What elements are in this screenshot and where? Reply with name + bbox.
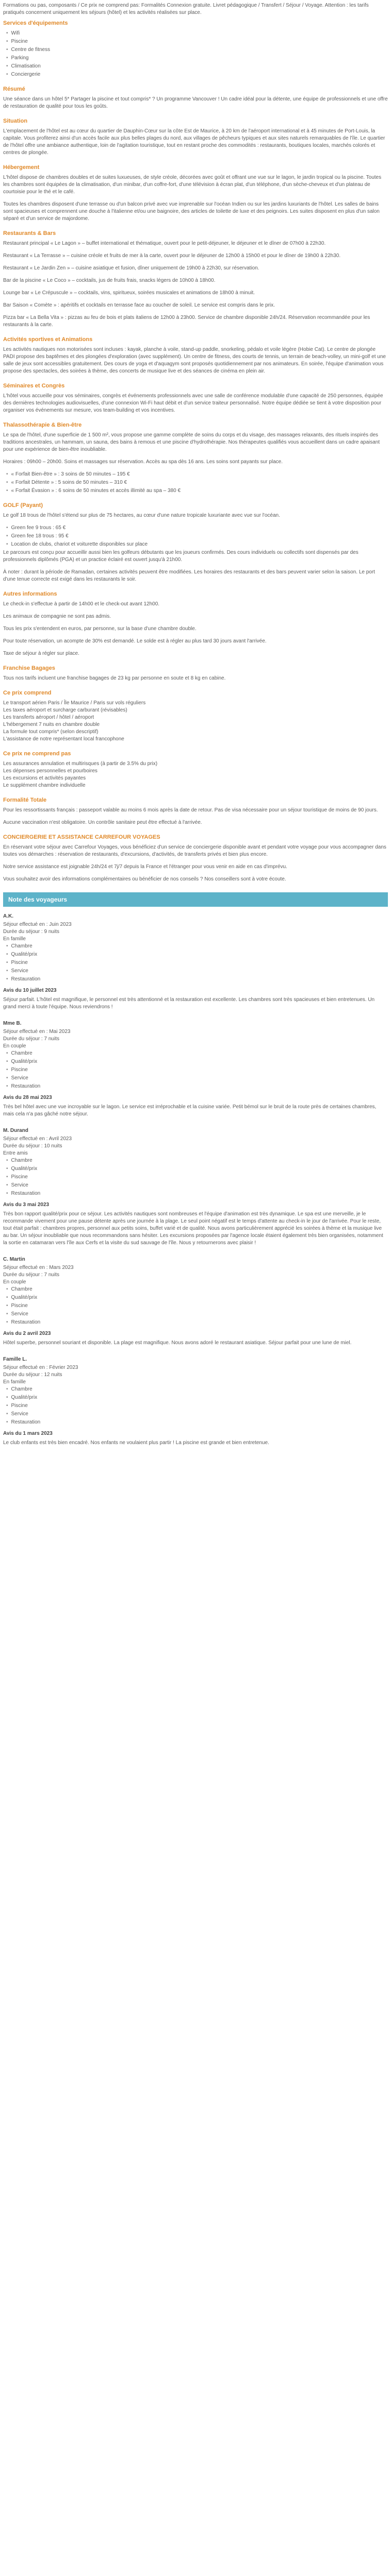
- services-title: Services d'équipements: [3, 20, 68, 26]
- criterion-label: Service: [11, 1182, 28, 1188]
- review-criterion: [6, 1411, 388, 1418]
- formalite-title: Formalité Totale: [3, 797, 47, 803]
- bullet-icon: •: [6, 1067, 8, 1073]
- bullet-icon: •: [6, 533, 8, 539]
- thalasso-item: • « Forfait Évasion » : 6 soins de 50 minutes et accès illimité au spa – 380 €: [6, 488, 181, 494]
- activites-title: Activités sportives et Animations: [3, 336, 93, 343]
- thalasso-item: • « Forfait Bien-être » : 3 soins de 50 minutes – 195 €: [6, 471, 130, 477]
- review-meta: Séjour effectué en : Mai 2023: [3, 1029, 71, 1035]
- bullet-icon: •: [6, 480, 8, 485]
- review-item: [3, 913, 388, 1011]
- restaurant-line: Restaurant « Le Jardin Zen » – cuisine asiatique et fusion, dîner uniquement de 19h00 à 22h30, sur réservation.: [3, 265, 259, 271]
- review-date: Avis du 3 mai 2023: [3, 1202, 50, 1208]
- reviews-list: [3, 913, 388, 1447]
- bullet-icon: •: [6, 1059, 8, 1064]
- review-criterion: [6, 1190, 388, 1197]
- criterion-label: Qualité/prix: [11, 1059, 38, 1064]
- review-text: Très bel hôtel avec une vue incroyable sur le lagon. Le service est irréprochable et la cuisine variée. Petit bémol sur le bruit de la route près de certaines chambres, mais cela n'a pas gâché notre séjour.: [3, 1104, 377, 1117]
- prix-comprend-line: L'assistance de notre représentant local francophone: [3, 736, 124, 742]
- criterion-label: Restauration: [11, 1319, 41, 1325]
- review-period: Durée du séjour : 7 nuits: [3, 1272, 59, 1278]
- bullet-icon: •: [6, 1158, 8, 1163]
- bullet-icon: •: [6, 1419, 8, 1425]
- criterion-label: Service: [11, 968, 28, 974]
- bullet-icon: •: [6, 968, 8, 974]
- autres-line: Taxe de séjour à régler sur place.: [3, 651, 79, 656]
- bullet-icon: •: [6, 471, 8, 477]
- review-criterion: [6, 1157, 388, 1164]
- prix-comprend-line: Le transport aérien Paris / Île Maurice / Paris sur vols réguliers: [3, 700, 146, 706]
- criterion-label: Qualité/prix: [11, 1295, 38, 1300]
- bullet-icon: •: [6, 488, 8, 494]
- review-meta: Séjour effectué en : Février 2023: [3, 1365, 78, 1370]
- service-item: • Conciergerie: [6, 72, 41, 77]
- criterion-label: Restauration: [11, 1191, 41, 1196]
- bullet-icon: •: [6, 30, 8, 36]
- review-name: A.K.: [3, 913, 13, 919]
- bullet-icon: •: [6, 1319, 8, 1325]
- prix-ne-comprend-title: Ce prix ne comprend pas: [3, 751, 71, 757]
- situation-text: L'emplacement de l'hôtel est au cœur du quartier de Dauphin-Cœur sur la côte Est de Maurice, à 20 km de l'aéroport international et à 45 minutes de Port-Louis, la capitale. Vous profiterez ainsi d'un accès facile aux plus belles plages du nord, aux villages de pêcheurs typiques et aux sites naturels remarquables de l'île. Le quartier de l'hôtel offre une ambiance authentique, loin de l'agitation touristique, tout en restant proche des commodités : restaurants, boutiques locales, marchés colorés et centres de plongée.: [3, 128, 385, 156]
- conciergerie-text-1: En réservant votre séjour avec Carrefour Voyages, vous bénéficiez d'un service de conciergerie disponible avant et pendant votre voyage pour vous accompagner dans toutes vos démarches : réservation de restaurants, d'excursions, d'activités, de transferts privés et bien plus encore.: [3, 844, 386, 857]
- resume-text: Une séance dans un hôtel 5* Partager la piscine et tout compris* ? Un programme Vancouver ! Un cadre idéal pour la détente, une équipe de professionnels et une offre de restauration de qualité pour tous les goûts.: [3, 96, 388, 109]
- criterion-label: Qualité/prix: [11, 1166, 38, 1172]
- restaurant-extra: Pizza bar « La Bella Vita » : pizzas au feu de bois et plats italiens de 12h00 à 23h00. Service de chambre disponible 24h/24. Réservation recommandée pour les restaurants à la carte.: [3, 315, 370, 328]
- service-item: • Climatisation: [6, 63, 41, 69]
- bullet-icon: •: [6, 1050, 8, 1056]
- review-name: M. Durand: [3, 1128, 28, 1133]
- autres-line: Le check-in s'effectue à partir de 14h00 et le check-out avant 12h00.: [3, 601, 160, 607]
- review-text: Hôtel superbe, personnel souriant et disponible. La plage est magnifique. Nous avons adoré le restaurant asiatique. Séjour parfait pour une lune de miel.: [3, 1340, 352, 1346]
- review-criteria: [6, 1157, 388, 1197]
- review-name: C. Martin: [3, 1257, 25, 1262]
- bullet-icon: •: [6, 1166, 8, 1172]
- review-date: Avis du 28 mai 2023: [3, 1095, 52, 1100]
- review-meta: Séjour effectué en : Avril 2023: [3, 1136, 72, 1142]
- review-criterion: [6, 1066, 388, 1074]
- formalite-text: Pour les ressortissants français : passeport valable au moins 6 mois après la date de retour. Pas de visa nécessaire pour un séjour touristique de moins de 90 jours.: [3, 807, 378, 813]
- criterion-label: Chambre: [11, 1158, 32, 1163]
- prix-comprend-line: Les transferts aéroport / hôtel / aéroport: [3, 715, 94, 720]
- review-criterion: [6, 1419, 388, 1426]
- service-item: • Wifi: [6, 30, 20, 36]
- criterion-label: Piscine: [11, 1303, 28, 1309]
- review-period: Durée du séjour : 7 nuits: [3, 1036, 59, 1042]
- review-name: Famille L.: [3, 1357, 27, 1362]
- bullet-icon: •: [6, 47, 8, 53]
- criterion-label: Chambre: [11, 943, 32, 949]
- criterion-label: Piscine: [11, 1174, 28, 1180]
- review-criterion: [6, 1050, 388, 1057]
- review-date: Avis du 1 mars 2023: [3, 1431, 53, 1436]
- bullet-icon: •: [6, 1295, 8, 1300]
- restaurant-line: Restaurant principal « Le Lagon » – buffet international et thématique, ouvert pour le petit-déjeuner, le déjeuner et le dîner de 07h00 à 22h30.: [3, 241, 326, 246]
- review-period: Durée du séjour : 12 nuits: [3, 1372, 62, 1378]
- golf-item: • Green fee 18 trous : 95 €: [6, 533, 69, 539]
- golf-item: • Green fee 9 trous : 65 €: [6, 525, 66, 531]
- review-date: Avis du 2 avril 2023: [3, 1331, 51, 1336]
- review-period: Durée du séjour : 9 nuits: [3, 929, 59, 935]
- bullet-icon: •: [6, 1411, 8, 1417]
- bullet-icon: •: [6, 952, 8, 957]
- services-list: [6, 30, 388, 78]
- review-criteria: [6, 1286, 388, 1326]
- restaurant-line: Lounge bar « Le Crépuscule » – cocktails, vins, spiritueux, soirées musicales et animations de 18h00 à minuit.: [3, 290, 255, 296]
- golf-list: [6, 524, 388, 548]
- review-criteria: [6, 1050, 388, 1090]
- review-item: [3, 1356, 388, 1447]
- prix-ne-comprend-line: Les dépenses personnelles et pourboires: [3, 768, 97, 774]
- review-criterion: [6, 1394, 388, 1401]
- review-criterion: [6, 1402, 388, 1410]
- autres-title: Autres informations: [3, 591, 57, 597]
- criterion-label: Piscine: [11, 960, 28, 965]
- thalasso-title: Thalassothérapie & Bien-être: [3, 422, 82, 428]
- criterion-label: Service: [11, 1311, 28, 1317]
- review-criterion: [6, 1083, 388, 1090]
- review-criterion: [6, 1174, 388, 1181]
- bullet-icon: •: [6, 1286, 8, 1292]
- hebergement-text-2: Toutes les chambres disposent d'une terrasse ou d'un balcon privé avec vue imprenable sur l'océan Indien ou sur les jardins luxuriants de l'hôtel. Les salles de bains sont spacieuses et comprennent une douche à l'italienne et/ou une baignoire, des articles de toilette de luxe et des peignoirs. Les suites disposent en plus d'un salon séparé et d'un service de majordome.: [3, 201, 380, 222]
- criterion-label: Restauration: [11, 976, 41, 982]
- review-criterion: [6, 1165, 388, 1173]
- formalite-sante: Aucune vaccination n'est obligatoire. Un contrôle sanitaire peut être effectué à l'arrivée.: [3, 820, 202, 825]
- criterion-label: Piscine: [11, 1067, 28, 1073]
- review-item: [3, 1020, 388, 1118]
- bullet-icon: •: [6, 1311, 8, 1317]
- seminaires-text: L'hôtel vous accueille pour vos séminaires, congrès et événements professionnels avec une salle de conférence modulable d'une capacité de 250 personnes, équipée des dernières technologies audiovisuelles, d'une connexion Wi-Fi haut débit et d'un service traiteur personnalisé. Notre équipe dédiée se tient à votre disposition pour organiser vos événements sur mesure, vos team-building et vos incentives.: [3, 393, 383, 413]
- restaurants-title: Restaurants & Bars: [3, 230, 56, 236]
- criterion-label: Qualité/prix: [11, 952, 38, 957]
- restaurant-line: Restaurant « La Terrasse » – cuisine créole et fruits de mer à la carte, ouvert pour le déjeuner de 12h00 à 15h00 et pour le dîner de 19h00 à 22h30.: [3, 253, 341, 259]
- service-item: • Parking: [6, 55, 29, 61]
- prix-comprend-line: L'hébergement 7 nuits en chambre double: [3, 722, 100, 727]
- review-criterion: [6, 951, 388, 958]
- review-text: Séjour parfait. L'hôtel est magnifique, le personnel est très attentionné et la restauration est excellente. Les chambres sont très spacieuses et bien entretenues. Un grand merci à toute l'équipe. Nous reviendrons !: [3, 997, 375, 1010]
- prix-ne-comprend-line: Les excursions et activités payantes: [3, 775, 86, 781]
- review-text: Le club enfants est très bien encadré. Nos enfants ne voulaient plus partir ! La piscine est grande et bien entretenue.: [3, 1440, 269, 1446]
- review-type: Entre amis: [3, 1150, 28, 1156]
- review-criterion: [6, 1302, 388, 1310]
- intro-text: Formations ou pas, composants / Ce prix ne comprend pas: Formalités Connexion gratuite. Livret pédagogique / Transfert / Séjour / Voyage. Attention : les tarifs pratiqués concernent uniquement les séjours (hôtel) et les activités réalisées sur place.: [3, 3, 369, 15]
- criterion-label: Piscine: [11, 1403, 28, 1409]
- bullet-icon: •: [6, 39, 8, 44]
- bullet-icon: •: [6, 55, 8, 61]
- autres-line: Pour toute réservation, un acompte de 30% est demandé. Le solde est à régler au plus tard 30 jours avant l'arrivée.: [3, 638, 267, 644]
- conciergerie-title: CONCIERGERIE ET ASSISTANCE CARREFOUR VOYAGES: [3, 834, 160, 840]
- review-type: En couple: [3, 1279, 26, 1285]
- review-type: En couple: [3, 1043, 26, 1049]
- bullet-icon: •: [6, 1075, 8, 1081]
- review-item: [3, 1127, 388, 1247]
- review-period: Durée du séjour : 10 nuits: [3, 1143, 62, 1149]
- review-criterion: [6, 1319, 388, 1326]
- bullet-icon: •: [6, 1191, 8, 1196]
- bullet-icon: •: [6, 541, 8, 547]
- voyageurs-banner: Note des voyageurs: [3, 892, 388, 907]
- criterion-label: Chambre: [11, 1050, 32, 1056]
- golf-title: GOLF (Payant): [3, 502, 43, 509]
- bullet-icon: •: [6, 63, 8, 69]
- thalasso-item: • « Forfait Détente » : 5 soins de 50 minutes – 310 €: [6, 480, 127, 485]
- thalasso-hours: Horaires : 09h00 – 20h00. Soins et massages sur réservation. Accès au spa dès 16 ans. Les soins sont payants sur place.: [3, 459, 283, 465]
- golf-intro: Le golf 18 trous de l'hôtel s'étend sur plus de 75 hectares, au cœur d'une nature tropicale luxuriante avec vue sur l'océan.: [3, 513, 280, 518]
- bullet-icon: •: [6, 72, 8, 77]
- review-criterion: [6, 1294, 388, 1301]
- bullet-icon: •: [6, 1303, 8, 1309]
- bullet-icon: •: [6, 976, 8, 982]
- review-type: En famille: [3, 1379, 26, 1385]
- bullet-icon: •: [6, 943, 8, 949]
- bullet-icon: •: [6, 1386, 8, 1392]
- review-criterion: [6, 1286, 388, 1293]
- prix-ne-comprend-line: Les assurances annulation et multirisques (à partir de 3.5% du prix): [3, 761, 158, 767]
- service-item: • Piscine: [6, 39, 28, 44]
- criterion-label: Restauration: [11, 1083, 41, 1089]
- franchise-text: Tous nos tarifs incluent une franchise bagages de 23 kg par personne en soute et 8 kg en cabine.: [3, 675, 226, 681]
- important-note: À noter : durant la période de Ramadan, certaines activités peuvent être modifiées. Les horaires des restaurants et des bars peuvent varier selon la saison. Le port d'une tenue correcte est exigé dans les restaurants le soir.: [3, 569, 375, 582]
- review-criterion: [6, 1182, 388, 1189]
- autres-line: Les animaux de compagnie ne sont pas admis.: [3, 614, 111, 619]
- conciergerie-text-3: Vous souhaitez avoir des informations complémentaires ou bénéficier de nos conseils ? Nos conseillers sont à votre écoute.: [3, 876, 286, 882]
- restaurant-line: Bar de la piscine « Le Coco » – cocktails, jus de fruits frais, snacks légers de 10h00 à 18h00.: [3, 278, 216, 283]
- conciergerie-text-2: Notre service assistance est joignable 24h/24 et 7j/7 depuis la France et l'étranger pour vous venir en aide en cas d'imprévu.: [3, 864, 287, 870]
- prix-comprend-line: Les taxes aéroport et surcharge carburant (révisables): [3, 707, 127, 713]
- criterion-label: Chambre: [11, 1386, 32, 1392]
- bullet-icon: •: [6, 1083, 8, 1089]
- hebergement-text-1: L'hôtel dispose de chambres doubles et de suites luxueuses, de style créole, décorées avec goût et offrant une vue sur le lagon, le jardin tropical ou la piscine. Toutes les chambres sont équipées de la climatisation, d'un minibar, d'un coffre-fort, d'une télévision à écran plat, d'un téléphone, d'un sèche-cheveux et d'un plateau de courtoisie pour le thé et le café.: [3, 175, 382, 195]
- review-meta: Séjour effectué en : Juin 2023: [3, 922, 72, 927]
- golf-item: • Location de clubs, chariot et voiturette disponibles sur place: [6, 541, 148, 547]
- criterion-label: Service: [11, 1075, 28, 1081]
- prix-comprend-title: Ce prix comprend: [3, 690, 52, 696]
- thalasso-list: [6, 471, 388, 495]
- hebergement-title: Hébergement: [3, 164, 40, 171]
- review-criterion: [6, 1075, 388, 1082]
- review-date: Avis du 10 juillet 2023: [3, 988, 57, 993]
- restaurant-note: Bar Saison « Comète » : apéritifs et cocktails en terrasse face au coucher de soleil. Le service est compris dans le prix.: [3, 302, 275, 308]
- review-type: En famille: [3, 936, 26, 942]
- review-criterion: [6, 959, 388, 967]
- criterion-label: Service: [11, 1411, 28, 1417]
- review-item: [3, 1256, 388, 1347]
- resume-title: Résumé: [3, 86, 25, 92]
- golf-text: Le parcours est conçu pour accueillir aussi bien les golfeurs débutants que les joueurs confirmés. Des cours individuels ou collectifs sont dispensés par des professionnels diplômés (PGA) et un practice éclairé est ouvert jusqu'à 21h00.: [3, 550, 359, 563]
- bullet-icon: •: [6, 1174, 8, 1180]
- autres-line: Tous les prix s'entendent en euros, par personne, sur la base d'une chambre double.: [3, 626, 197, 632]
- bullet-icon: •: [6, 1403, 8, 1409]
- bullet-icon: •: [6, 525, 8, 531]
- review-meta: Séjour effectué en : Mars 2023: [3, 1265, 74, 1270]
- review-criterion: [6, 976, 388, 983]
- seminaires-title: Séminaires et Congrès: [3, 383, 65, 389]
- bullet-icon: •: [6, 1182, 8, 1188]
- situation-title: Situation: [3, 118, 28, 124]
- activites-text: Les activités nautiques non motorisées sont incluses : kayak, planche à voile, stand-up paddle, snorkeling, pédalo et voile légère (Hobie Cat). Le centre de plongée PADI propose des baptêmes et des plongées d'exploration (avec supplément). Un centre de fitness, des courts de tennis, un terrain de beach-volley, un mini-golf et une salle de jeux sont accessibles gratuitement. Des cours de yoga et d'aquagym sont proposés quotidiennement par nos animateurs. En soirée, l'équipe d'animation vous propose des spectacles, des soirées à thème, des concerts de musique live et des séances de cinéma en plein air.: [3, 347, 386, 374]
- bullet-icon: •: [6, 960, 8, 965]
- franchise-title: Franchise Bagages: [3, 665, 55, 671]
- review-criterion: [6, 1386, 388, 1393]
- criterion-label: Chambre: [11, 1286, 32, 1292]
- review-criterion: [6, 968, 388, 975]
- review-criterion: [6, 1058, 388, 1065]
- criterion-label: Restauration: [11, 1419, 41, 1425]
- prix-ne-comprend-line: Le supplément chambre individuelle: [3, 783, 86, 788]
- review-criteria: [6, 943, 388, 983]
- thalasso-text: Le spa de l'hôtel, d'une superficie de 1 500 m², vous propose une gamme complète de soins du corps et du visage, des massages relaxants, des rituels inspirés des traditions ancestrales, un hammam, un sauna, des bains à remous et une piscine d'hydrothérapie. Nos thérapeutes qualifiés vous accueillent dans un cadre apaisant pour une expérience de bien-être inoubliable.: [3, 432, 380, 452]
- review-text: Très bon rapport qualité/prix pour ce séjour. Les activités nautiques sont nombreuses et l'équipe d'animation est très dynamique. Le spa est une merveille, je le recommande vivement pour une pause détente après une journée à la plage. Le seul point négatif est le temps d'attente au check-in le jour de l'arrivée. Pour le reste, tout était parfait : chambres propres, personnel aux petits soins, buffet varié et de qualité. Nous avons particulièrement apprécié les soirées à thème et la musique live au bar. Un séjour inoubliable que nous recommandons sans hésiter. Les excursions proposées par l'agence locale étaient également très bien organisées, notamment la sortie en catamaran vers l'île aux Cerfs et la visite du sud sauvage de l'île. Nous y retournerons avec plaisir !: [3, 1211, 383, 1246]
- review-name: Mme B.: [3, 1021, 22, 1026]
- review-criteria: [6, 1386, 388, 1426]
- service-item: • Centre de fitness: [6, 47, 51, 53]
- review-criterion: [6, 1311, 388, 1318]
- prix-comprend-line: La formule tout compris* (selon descriptif): [3, 729, 99, 735]
- criterion-label: Qualité/prix: [11, 1395, 38, 1400]
- review-criterion: [6, 943, 388, 950]
- bullet-icon: •: [6, 1395, 8, 1400]
